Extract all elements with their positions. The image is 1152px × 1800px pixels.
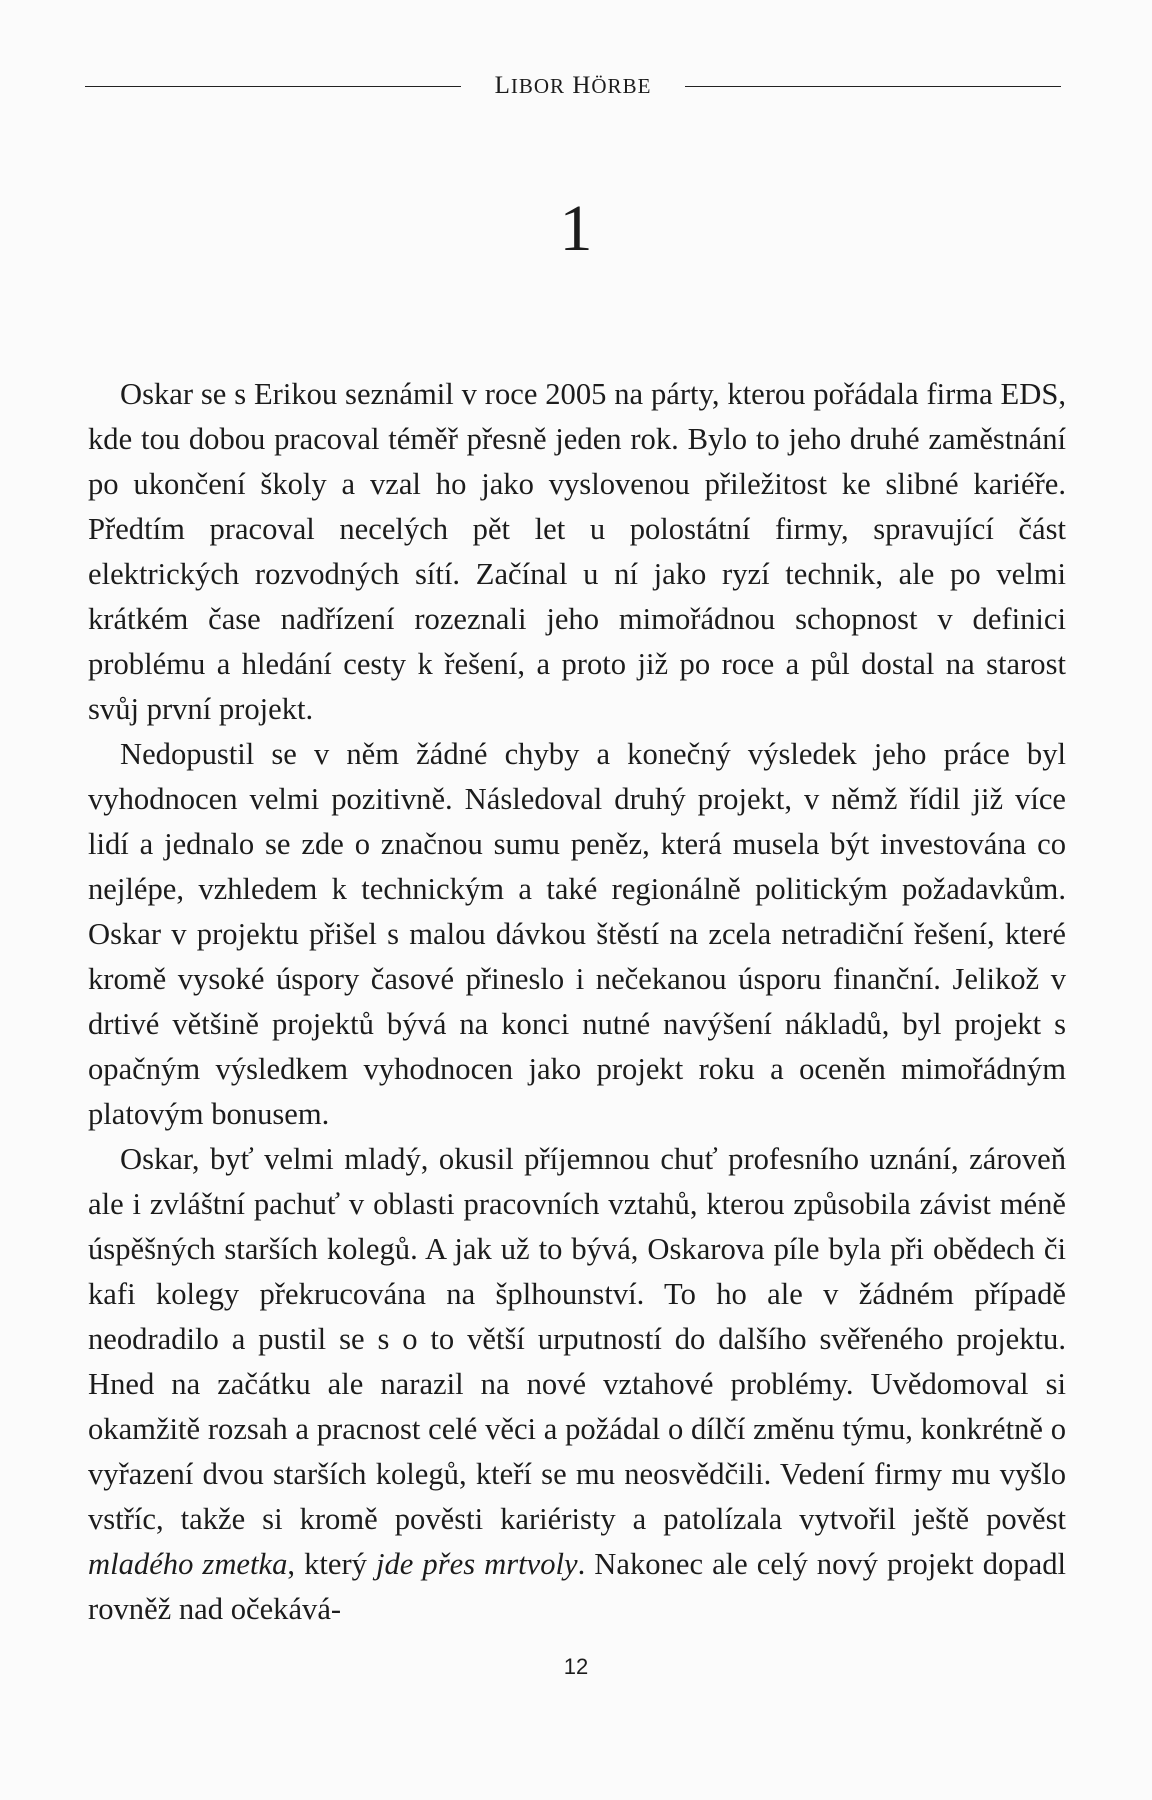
author-first-rest: IBOR	[510, 74, 566, 98]
header-rule-left	[85, 86, 461, 87]
paragraph	[88, 732, 1066, 1137]
paragraph	[88, 372, 1066, 732]
text-run: . Nakonec ale celý nový projekt dopadl rovněž nad očekává-	[88, 1547, 1066, 1626]
header-rule-right	[685, 86, 1061, 87]
text-run: Oskar se s Erikou seznámil v roce 2005 na párty, kterou pořádala firma EDS, kde tou dobou pracoval téměř přesně jeden rok. Bylo to jeho druhé zaměstnání po ukončení školy a vzal ho jako vyslovenou přiležitost ke slibné kariéře. Předtím pracoval necelých pět let u polostátní firmy, spravující část elektrických rozvodných sítí. Začínal u ní jako ryzí technik, ale po velmi krátkém čase nadřízení rozeznali jeho mimořádnou schopnost v definici problému a hledání cesty k řešení, a proto již po roce a půl dostal na starost svůj první projekt.	[88, 377, 1066, 726]
author-name	[461, 72, 686, 100]
page-number: 12	[563, 1654, 589, 1679]
italic-phrase: mladého zmetka	[88, 1547, 288, 1581]
italic-phrase: jde přes mrtvoly	[375, 1547, 578, 1581]
text-run: Oskar, byť velmi mladý, okusil příjemnou chuť profesního uznání, zároveň ale i zvláštní pachuť v oblasti pracovních vztahů, kterou způsobila závist méně úspěšných starších kolegů. A jak už to bývá, Oskarova píle byla při obědech či kafi kolegy překrucována na šplhounství. To ho ale v žádném případě neodradilo a pustil se s o to větší urputností do dalšího svěřeného projektu. Hned na začátku ale narazil na nové vztahové problémy. Uvědomoval si okamžitě rozsah a pracnost celé věci a požádal o dílčí změnu týmu, konkrétně o vyřazení dvou starších kolegů, kteří se mu neosvědčili. Vedení firmy mu vyšlo vstříc, takže si kromě pověsti kariéristy a patolízala vytvořil ještě pověst	[88, 1142, 1066, 1536]
body-text	[88, 372, 1066, 1632]
text-run: Nedopustil se v něm žádné chyby a konečný výsledek jeho práce byl vyhodnocen velmi pozitivně. Následoval druhý projekt, v němž řídil již více lidí a jednalo se zde o značnou sumu peněz, která musela být investována co nejlépe, vzhledem k technickým a také regionálně politickým požadavkům. Oskar v projektu přišel s malou dávkou štěstí na zcela netradiční řešení, které kromě vysoké úspory časové přineslo i nečekanou úsporu finanční. Jelikož v drtivé většině projektů bývá na konci nutné navýšení nákladů, byl projekt s opačným výsledkem vyhodnocen jako projekt roku a oceněn mimořádným platovým bonusem.	[88, 737, 1066, 1131]
running-head	[85, 66, 1061, 106]
author-last-initial: H	[572, 72, 592, 99]
author-first-initial: L	[494, 72, 511, 99]
chapter-number: 1	[559, 192, 593, 265]
author-last-rest: ÖRBE	[591, 74, 652, 98]
text-run: , který	[287, 1547, 376, 1581]
paragraph	[88, 1137, 1066, 1632]
